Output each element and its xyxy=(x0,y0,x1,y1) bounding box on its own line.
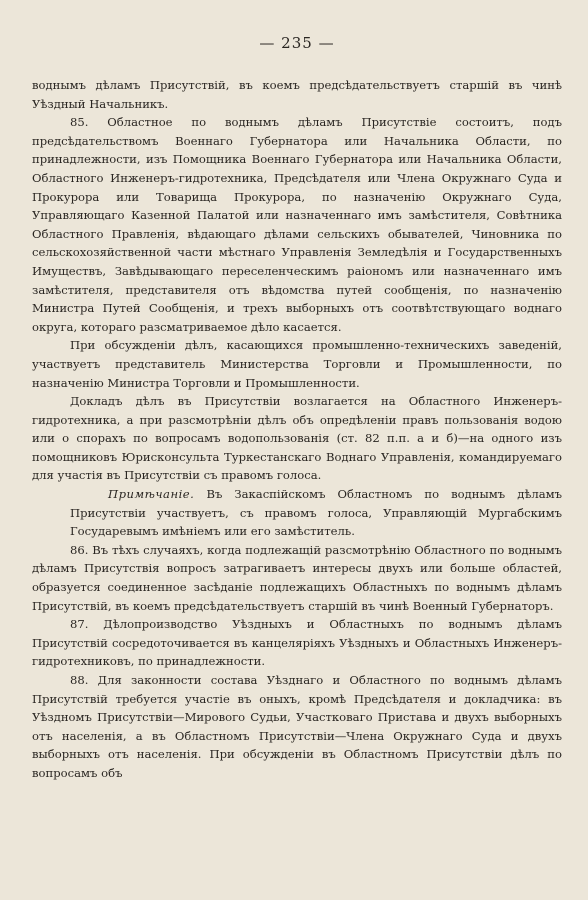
note-label: Примѣчаніе. xyxy=(108,487,195,502)
paragraph-continuation: воднымъ дѣламъ Присутствій, въ коемъ предсѣдательствуетъ старшій въ чинѣ Уѣздный Начальникъ. xyxy=(32,78,562,111)
paragraph-article-87: 87. Дѣлопроизводство Уѣздныхъ и Областныхъ по воднымъ дѣламъ Присутствій сосредоточивается въ канцеляріяхъ Уѣздныхъ и Областныхъ Инженеръ-гидротехниковъ, по принадлежности. xyxy=(32,617,562,669)
note-paragraph xyxy=(32,485,562,541)
paragraph-article-88: 88. Для законности состава Уѣзднаго и Областного по воднымъ дѣламъ Присутствій требуется участіе въ оныхъ, кромѣ Предсѣдателя и докладчика: въ Уѣздномъ Присутствіи—Мирового Судьи, Участковаго Пристава и двухъ выборныхъ отъ населенія, а въ Областномъ Присутствіи—Члена Окружнаго Суда и двухъ выборныхъ отъ населенія. При обсужденіи въ Областномъ Присутствіи дѣлъ по вопросамъ объ xyxy=(32,673,562,780)
body-text xyxy=(32,76,562,783)
note-text: Въ Закаспійскомъ Областномъ по воднымъ дѣламъ Присутствіи участвуетъ, съ правомъ голоса, Управляющій Мургабскимъ Государевымъ имѣніемъ или его замѣститель. xyxy=(70,487,562,539)
paragraph-article-85-report: Докладъ дѣлъ въ Присутствіи возлагается на Областного Инженеръ-гидротехника, а при разсмотрѣніи дѣлъ объ опредѣленіи правъ пользованія водою или о спорахъ по вопросамъ водопользованія (ст. 82 п.п. а и б)—на одного изъ помощниковъ Юрисконсульта Туркестанскаго Воднаго Управленія, командируемаго для участія въ Присутствіи съ правомъ голоса. xyxy=(32,394,562,483)
paragraph-article-86: 86. Въ тѣхъ случаяхъ, когда подлежащій разсмотрѣнію Областного по воднымъ дѣламъ Присутствія вопросъ затрагиваетъ интересы двухъ или больше областей, образуется соединенное засѣданіе подлежащихъ Областныхъ по воднымъ дѣламъ Присутствій, въ коемъ предсѣдательствуетъ старшій въ чинѣ Военный Губернаторъ. xyxy=(32,542,562,613)
paragraph-article-85: 85. Областное по воднымъ дѣламъ Присутствіе состоитъ, подъ предсѣдательствомъ Военнаго Губернатора или Начальника Области, по принадлежности, изъ Помощника Военнаго Губернатора или Начальника Области, Областного Инженеръ-гидротехника, Предсѣдателя или Члена Окружнаго Суда и Прокурора или Товарища Прокурора, по назначенію Окружнаго Суда, Управляющаго Казенной Палатой или назначеннаго имъ замѣстителя, Совѣтника Областного Правленія, вѣдающаго дѣлами сельскихъ обывателей, Чиновника по сельскохозяйственной части мѣстнаго Управленія Земледѣлія и Государственныхъ Имуществъ, Завѣдывающаго переселенческимъ раіономъ или назначеннаго имъ замѣстителя, представителя отъ вѣдомства путей сообщенія, по назначенію Министра Путей Сообщенія, и трехъ выборныхъ отъ соотвѣтствующаго воднаго округа, котораго разсматриваемое дѣло касается. xyxy=(32,115,562,334)
page-number: — 235 — xyxy=(259,34,335,52)
paragraph-article-85-industrial: При обсужденіи дѣлъ, касающихся промышленно-техническихъ заведеній, участвуетъ представитель Министерства Торговли и Промышленности, по назначенію Министра Торговли и Промышленности. xyxy=(32,338,562,390)
